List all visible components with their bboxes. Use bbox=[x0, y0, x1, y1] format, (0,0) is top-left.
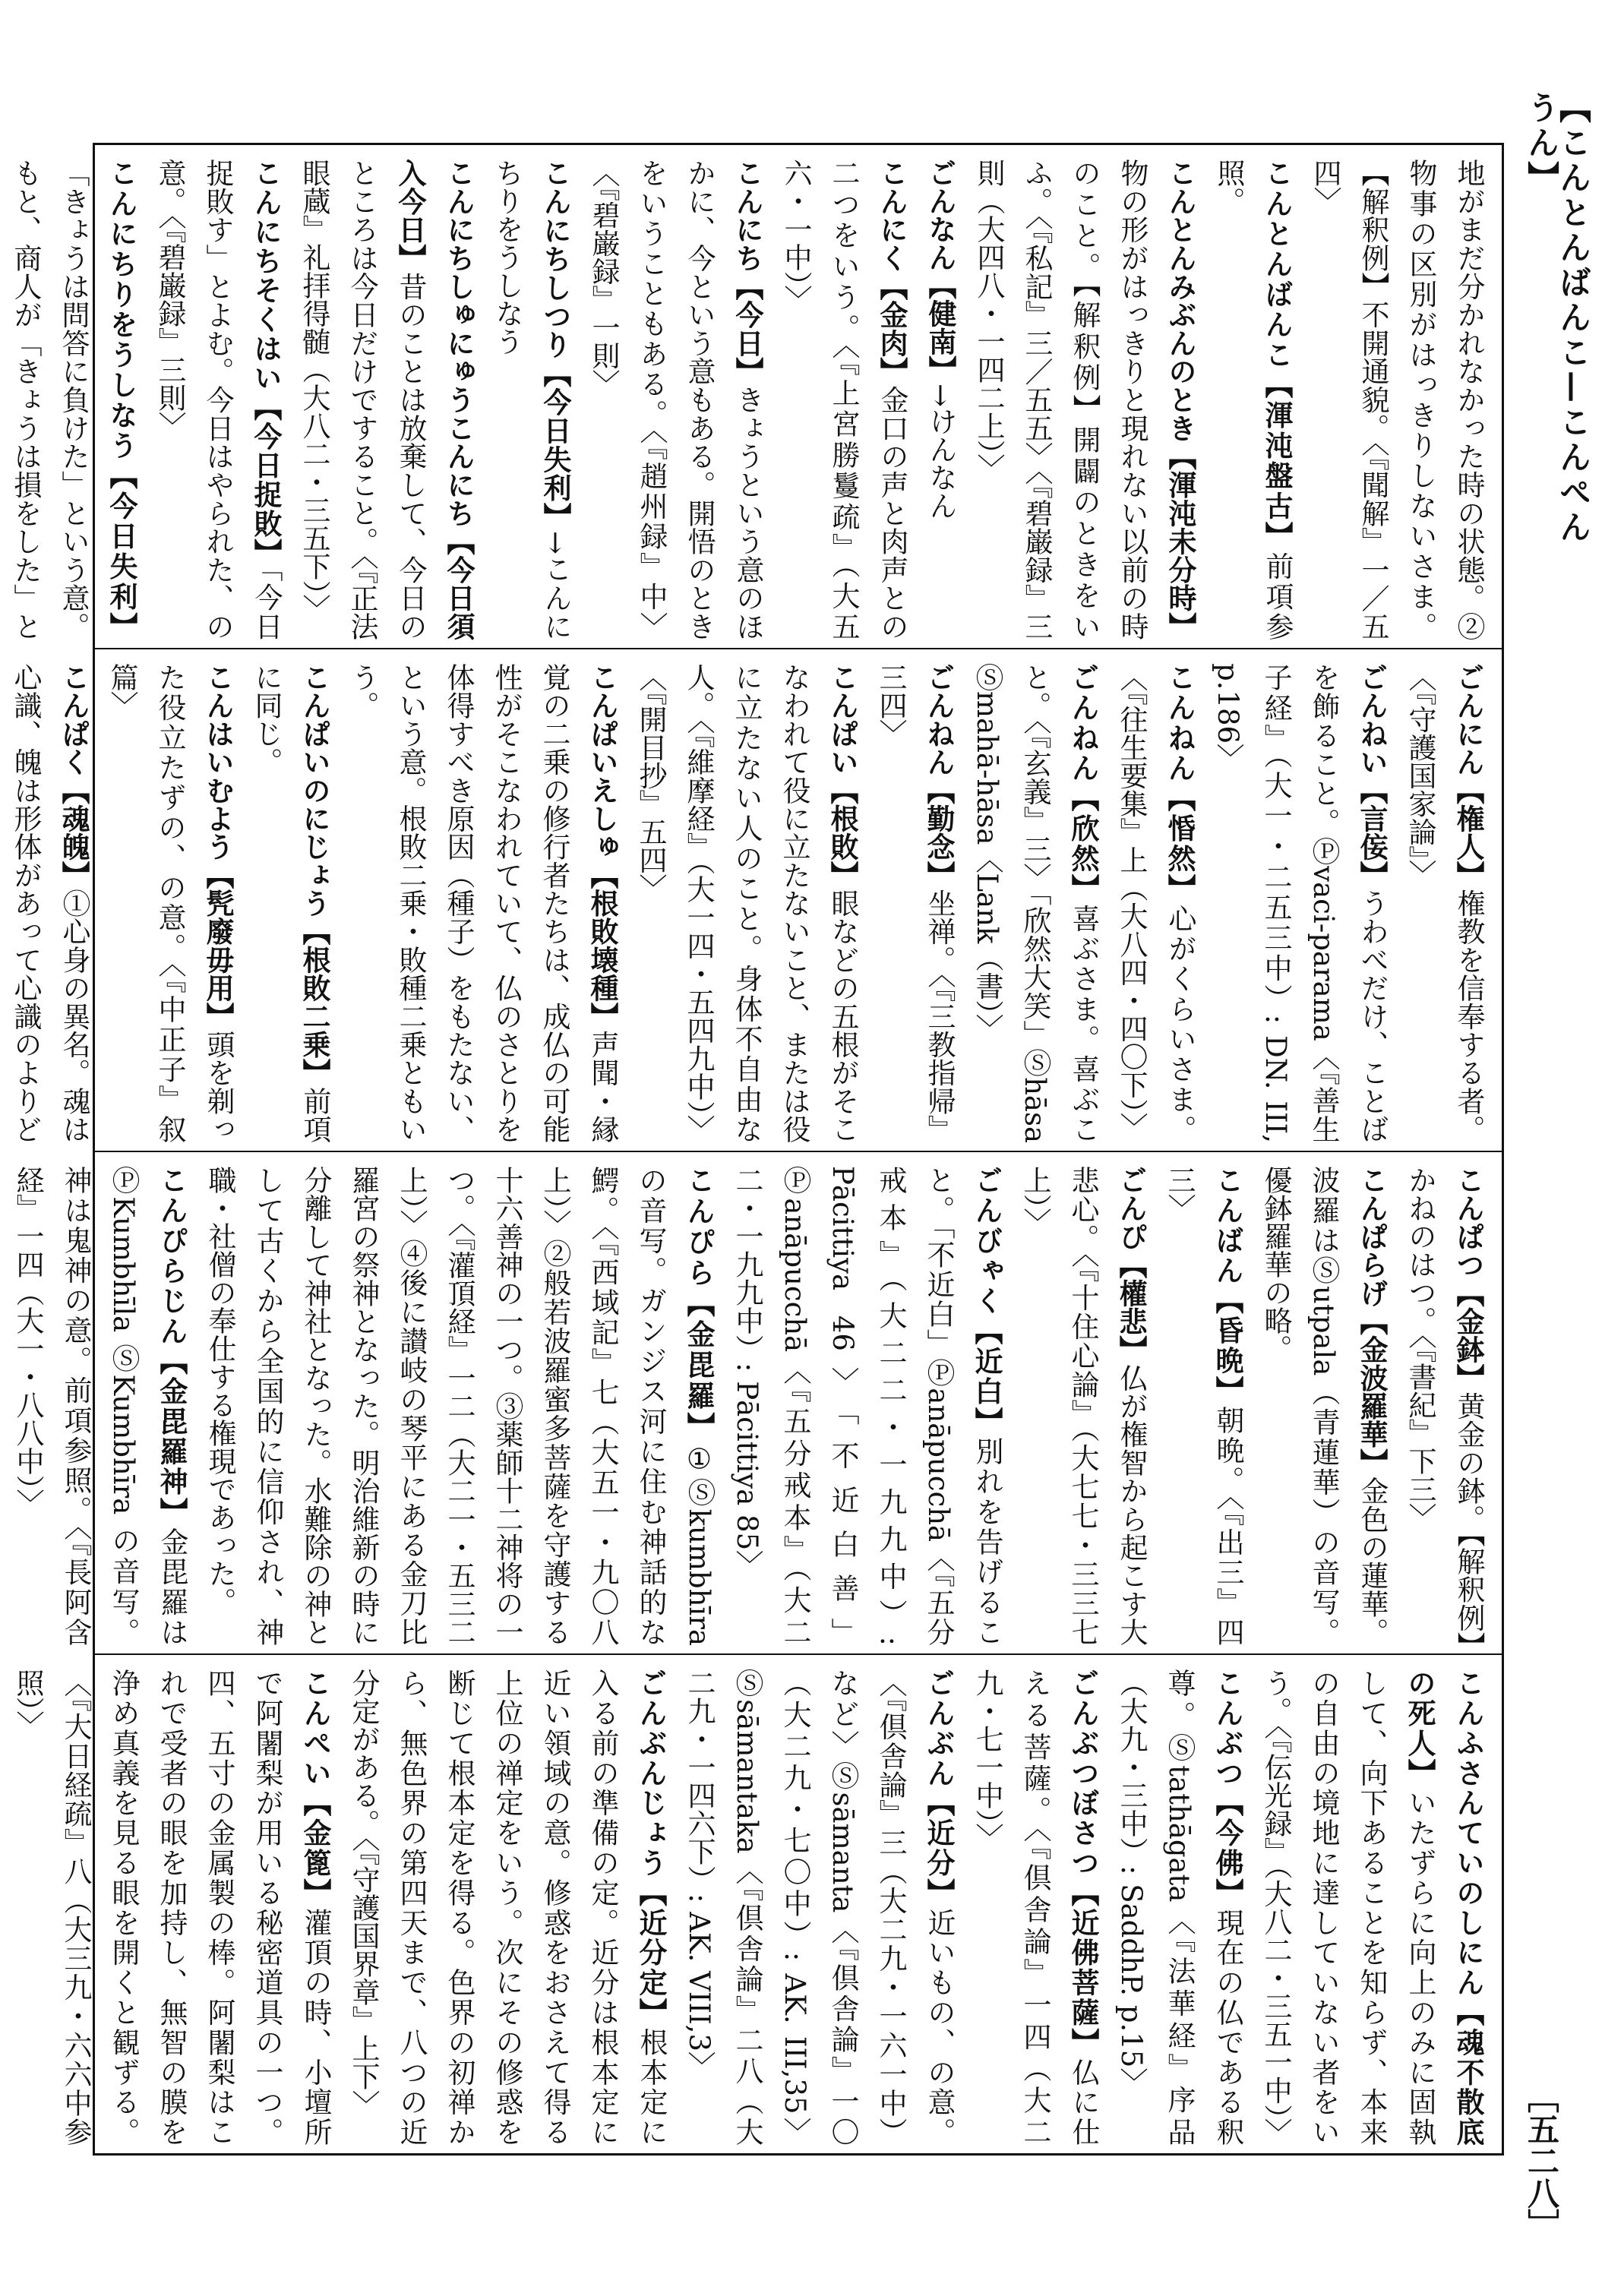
entry-definition: 金毘羅はⓅKumbhīla ⓈKumbhīra の音写。神は鬼神の意。前項参照。〈『長阿含経』一四（大一・八八中）〉 bbox=[11, 1166, 188, 1647]
dictionary-entry bbox=[1155, 1166, 1252, 1646]
band-3 bbox=[11, 1151, 1502, 1653]
dictionary-entry bbox=[580, 159, 772, 640]
entry-definition: 物の形がはっきりと現れない以前の時のこと。【解釈例】開闢のときをいふ。〈『私記』三／五五〉〈『碧巌録』三則（大四八・一四二上）〉 bbox=[972, 159, 1148, 640]
dictionary-entry bbox=[0, 1166, 4, 1646]
dictionary-entry bbox=[1252, 1669, 1493, 2146]
entry-headword: ごんねん【欣然】 bbox=[1066, 663, 1100, 905]
band-1-entries bbox=[9, 145, 1502, 648]
dictionary-entry bbox=[1205, 159, 1301, 640]
entry-definition: 権教を信奉する者。〈『守護国家論』〉 bbox=[1404, 663, 1485, 1143]
entry-definition: 仏が権智から起こす大悲心。〈『十住心論』（大七七・三三七上）〉 bbox=[1019, 1166, 1148, 1646]
entry-headword: こんにく【金肉】 bbox=[875, 159, 908, 386]
dictionary-entry bbox=[0, 1669, 4, 2146]
entry-definition: 根本定に入る前の準備の定。近分は根本定に近い領域の意。修惑をおさえて得る上位の禅定をいう。次にその修惑を断じて根本定を得る。色界の初禅から、無色界の第四天まで、八つの近分定がある。〈『守護国界章』上下〉 bbox=[347, 1669, 668, 2146]
entry-headword: ごんねい【言侫】 bbox=[1355, 663, 1389, 889]
dictionary-entry bbox=[196, 1166, 723, 1646]
entry-headword: ごんぶつぼさつ【近佛菩薩】 bbox=[1066, 1669, 1100, 2058]
dictionary-entry bbox=[146, 159, 290, 640]
dictionary-entry bbox=[675, 1669, 963, 2146]
dictionary-entry bbox=[965, 159, 1205, 640]
entry-definition: 「今日捉敗す」とよむ。今日はやられた、の意。〈『碧巌録』三則〉 bbox=[153, 159, 283, 640]
entry-headword: こんぱつ【金鉢】 bbox=[1452, 1166, 1485, 1392]
entry-definition: 眼などの五根がそこなわれて役に立たないこと、または役に立たない人のこと。身体不自由な人。〈『維摩経』（大一四・五四九中）〉〈『開目抄』五四〉 bbox=[634, 663, 859, 1143]
band-4-entries bbox=[11, 1655, 1502, 2153]
dictionary-entry bbox=[98, 663, 242, 1143]
entry-definition: 「きょうは問答に負けた」という意。もと、商人が「きょうは損をした」と bbox=[9, 159, 90, 640]
entry-headword: こんにち【今日】 bbox=[731, 159, 764, 386]
dictionary-entry bbox=[772, 159, 916, 640]
entry-definition: 黄金の鉢。【解釈例】かねのはつ。〈『書紀』下三〉 bbox=[1404, 1166, 1485, 1647]
entry-definition: ①Ⓢkumbhīra の音写。ガンジス河に住む神話的な鰐。〈『西域記』七（大五一・九〇八上）〉②般若波羅蜜多菩薩を守護する十六善神の一つ。③薬師十二神将の一つ。〈『灌頂経』一二（大二一・五三二上）〉④後に讃岐の琴平にある金刀比羅宮の祭神となった。明治維新の時に分離して神社となった。水難除の神として古くから全国的に信仰され、神職・社僧の奉仕する権現であった。 bbox=[204, 1166, 716, 1647]
dictionary-entry bbox=[627, 663, 867, 1143]
entry-definition: 金口の声と肉声との二つをいう。〈『上宮勝鬘疏』（大五六・一中）〉 bbox=[779, 159, 908, 640]
entry-headword: こんにちしつり【今日失利】 bbox=[539, 159, 572, 531]
dictionary-entry bbox=[0, 663, 98, 1143]
entry-definition: 前項参照。 bbox=[1212, 159, 1294, 641]
entry-headword: こんねん【惛然】 bbox=[1163, 663, 1196, 905]
entry-definition: ①心身の異名。魂は心識、魄は形体があって心識のよりど bbox=[9, 663, 90, 1143]
dictionary-entry bbox=[1301, 159, 1493, 640]
entry-headword: こんふさんていのしにん【魂不散底の死人】 bbox=[1403, 1669, 1485, 2146]
entry-definition: 灌頂の時、小壇所で阿闍梨が用いる秘密道具の一つ。四、五寸の金属製の棒。阿闍梨はこれで受者の眼を加持し、無智の膜を浄め真義を見る眼を開くと観ずる。〈『大日経疏』八（大三九・六六中参照）〉 bbox=[11, 1669, 332, 2146]
dictionary-entry bbox=[723, 1166, 1011, 1646]
entry-definition: 近いもの、の意。〈『倶舎論』三（大二九・一六一中）など〉Ⓢsāmanta〈『倶舎論』一〇（大二九・七〇中）: AK. III,35〉Ⓢsāmantaka〈『倶舎論』二八（大二九・一四六下）: AK. VIII,3〉 bbox=[683, 1669, 956, 2146]
entry-headword: こんにちそくはい【今日捉敗】 bbox=[249, 159, 283, 568]
band-3-entries bbox=[11, 1152, 1502, 1653]
entry-headword: こんとんみぶんのとき【渾沌未分時】 bbox=[1164, 159, 1197, 640]
entry-headword: ごんぴ【權悲】 bbox=[1114, 1166, 1148, 1364]
entry-headword: こんぱいのにじょう【根敗二乗】 bbox=[298, 663, 331, 1087]
dictionary-entry bbox=[867, 663, 963, 1143]
band-2 bbox=[9, 648, 1502, 1151]
band-4 bbox=[11, 1653, 1502, 2153]
entry-headword: こんぴらじん【金毘羅神】 bbox=[155, 1166, 188, 1527]
entry-definition: 地がまだ分かれなかった時の状態。②物事の区別がはっきりしないさま。【解釈例】不開通貌。〈『聞解』一／五四〉 bbox=[1309, 159, 1485, 640]
entry-definition: 朝晩。〈『出三』四三〉 bbox=[1163, 1166, 1244, 1646]
dictionary-entry bbox=[963, 1669, 1107, 2146]
dictionary-entry bbox=[290, 159, 483, 640]
entry-headword: こんにちりをうしなう【今日失利】 bbox=[105, 159, 138, 640]
entry-headword: こんぱいえしゅ【根敗壊種】 bbox=[586, 663, 619, 1031]
dictionary-entry bbox=[1396, 663, 1493, 1143]
dictionary-entry bbox=[1252, 1166, 1396, 1646]
dictionary-entry bbox=[1396, 1166, 1493, 1646]
entry-definition: 別れを告げること。「不近白」Ⓟanāpucchā〈『五分戒本』（大二二・一九九中）: Pācittiya 46〉「不近白善」Ⓟanāpucchā〈『五分戒本』（大二二・一九九中）: Pācittiya 85〉 bbox=[731, 1166, 1003, 1647]
page-number: ［五二八］ bbox=[1523, 2081, 1560, 2241]
dictionary-entry bbox=[916, 159, 965, 640]
entry-headword: こんぱい【根敗】 bbox=[826, 663, 859, 889]
entry-headword: こんぱらげ【金波羅華】 bbox=[1355, 1166, 1389, 1477]
dictionary-frame bbox=[9, 143, 1504, 2156]
entry-headword: こんにちしゅにゅうこんにち【今日須入今日】 bbox=[393, 159, 476, 640]
entry-headword: こんはいむよう【髠廢毋用】 bbox=[201, 663, 235, 1031]
entry-definition: 仏に仕える菩薩。〈『倶舎論』一四（大二九・七一中）〉 bbox=[971, 1669, 1100, 2146]
band-2-entries bbox=[9, 649, 1502, 1151]
entry-definition: →こんにちりをうしなう bbox=[491, 159, 572, 640]
dictionary-entry bbox=[1011, 1166, 1155, 1646]
entry-headword: こんぴら【金毘羅】 bbox=[682, 1166, 716, 1443]
band-1 bbox=[9, 145, 1502, 648]
dictionary-entry bbox=[340, 1669, 675, 2146]
running-title: 【こんとんばんこ—こんぺんうん】 bbox=[1523, 91, 1592, 545]
dictionary-entry bbox=[242, 663, 339, 1143]
entry-headword: ごんなん【健南】 bbox=[924, 159, 957, 384]
entry-definition: 頭を剃った役立たずの、の意。〈『中正子』叙篇〉 bbox=[106, 663, 235, 1143]
entry-definition: 声聞・縁覚の二乗の修行者たちは、成仏の可能性がそこなわれていて、仏のさとりを体得すべき原因（種子）をもたない、という意。根敗二乗・敗種二乗ともいう。 bbox=[346, 663, 619, 1143]
entry-headword: ごんねん【勤念】 bbox=[922, 663, 956, 889]
dictionary-entry bbox=[1204, 663, 1396, 1143]
entry-definition: 金色の蓮華。波羅はⓈutpala（青蓮華）の音写。優鉢羅華の略。 bbox=[1259, 1166, 1389, 1646]
entry-headword: こんとんばんこ【渾沌盤古】 bbox=[1260, 159, 1294, 552]
dictionary-entry bbox=[4, 1166, 196, 1646]
entry-definition: →けんなん bbox=[924, 384, 957, 520]
entry-definition: 前項に同じ。 bbox=[250, 663, 331, 1143]
entry-definition: 喜ぶさま。喜ぶこと。〈『玄義』三〉「欣然大笑」Ⓢhāsa Ⓢmahā-hāsa〈Lank（書）〉 bbox=[971, 663, 1100, 1144]
entry-headword: ごんぶん【近分】 bbox=[922, 1669, 956, 1909]
dictionary-entry bbox=[1107, 1669, 1252, 2146]
dictionary-entry bbox=[1107, 663, 1204, 1143]
entry-definition: いたずらに向上のみに固執して、向下あることを知らず、本来の自由の境地に達していない者をいう。〈『伝光録』（大八二・三五一中）〉 bbox=[1259, 1669, 1436, 2146]
entry-headword: ごんびゃく【近白】 bbox=[970, 1166, 1003, 1437]
dictionary-entry bbox=[4, 1669, 340, 2146]
dictionary-entry bbox=[0, 159, 146, 640]
dictionary-entry bbox=[339, 663, 627, 1143]
entry-definition: 心がくらいさま。〈『往生要集』上（大八四・四〇下）〉 bbox=[1115, 663, 1196, 1144]
entry-headword: ごんぶんじょう【近分定】 bbox=[634, 1669, 668, 2028]
entry-definition: 現在の仏である釈尊。Ⓢtathāgata〈『法華経』序品（大九・三中）: SaddhP. p.15〉 bbox=[1115, 1669, 1244, 2146]
dictionary-entry bbox=[963, 663, 1107, 1143]
entry-headword: こんぱく【魂魄】 bbox=[57, 663, 90, 889]
entry-headword: こんぶつ【今佛】 bbox=[1211, 1669, 1244, 1909]
entry-headword: ごんにん【権人】 bbox=[1452, 663, 1485, 889]
entry-definition: 昔のことは放棄して、今日のところは今日だけですること。〈『正法眼蔵』礼拝得髄（大八二・三五下）〉 bbox=[298, 159, 427, 640]
entry-definition: きょうという意のほかに、今という意もある。開悟のときをいうこともある。〈『趙州録』中〉〈『碧巌録』一則〉 bbox=[587, 159, 764, 640]
entry-definition: 坐禅。〈『三教指帰』三四〉 bbox=[874, 663, 956, 1144]
entry-definition: うわべだけ、ことばを飾ること。Ⓟvaci-parama〈『善生子経』（大一・二五三中）: DN. III, p.186〉 bbox=[1212, 663, 1389, 1143]
entry-headword: こんぺい【金篦】 bbox=[299, 1669, 332, 1909]
entry-headword: こんばん【昏晩】 bbox=[1211, 1166, 1244, 1406]
dictionary-entry bbox=[483, 159, 580, 640]
